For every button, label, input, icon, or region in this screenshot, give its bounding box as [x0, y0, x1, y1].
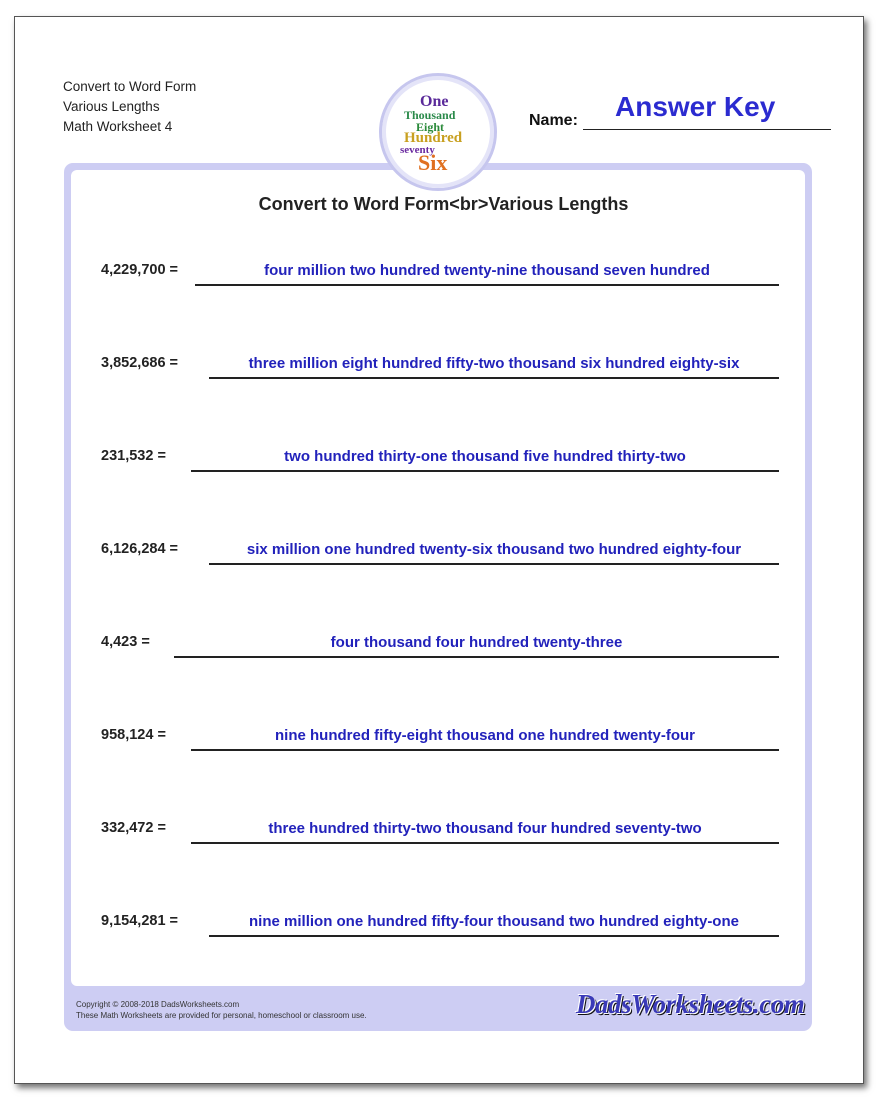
- answer-line: [195, 284, 779, 286]
- problem-number: 332,472 =: [101, 820, 166, 836]
- problems-panel: [71, 170, 805, 986]
- worksheet-logo: [379, 73, 497, 191]
- answer-key-label: Answer Key: [615, 91, 776, 122]
- worksheet-header: [63, 77, 196, 137]
- logo-word-one: One: [420, 93, 449, 110]
- problem-answer: two hundred thirty-one thousand five hundred thirty-two: [284, 448, 686, 465]
- dadsworksheets-logo: DadsWorksheets.com: [576, 989, 805, 1019]
- answer-line: [191, 842, 779, 844]
- logo-word-thousand: Thousand: [404, 108, 456, 122]
- problem-row: [71, 533, 805, 573]
- problem-row: [71, 719, 805, 759]
- worksheet-title: Convert to Word Form<br>Various Lengths: [258, 194, 629, 214]
- usage-notice: These Math Worksheets are provided for personal, homeschool or classroom use.: [76, 1011, 367, 1020]
- answer-line: [209, 935, 779, 937]
- answer-line: [191, 470, 779, 472]
- problem-answer: six million one hundred twenty-six thousand two hundred eighty-four: [246, 541, 742, 558]
- problem-number: 231,532 =: [101, 448, 166, 464]
- problem-answer: four thousand four hundred twenty-three: [330, 634, 623, 651]
- problem-answer: three million eight hundred fifty-two thousand six hundred eighty-six: [248, 355, 740, 372]
- answer-line: [174, 656, 779, 658]
- name-field-line: [583, 129, 831, 130]
- worksheet-page: [14, 16, 864, 1084]
- problem-number: 3,852,686 =: [101, 355, 179, 371]
- problem-row: [71, 626, 805, 666]
- problem-number: 4,423 =: [101, 634, 150, 650]
- header-worksheet-number: Math Worksheet 4: [63, 119, 173, 134]
- logo-word-seventy: seventy: [400, 144, 435, 156]
- problem-number: 958,124 =: [101, 727, 166, 743]
- problem-row: [71, 440, 805, 480]
- problem-answer: nine hundred fifty-eight thousand one hundred twenty-four: [275, 727, 695, 744]
- header-subtopic: Various Lengths: [63, 99, 160, 114]
- name-label: Name:: [529, 112, 578, 129]
- problem-number: 6,126,284 =: [101, 541, 179, 557]
- logo-word-eight: Eight: [416, 120, 445, 134]
- problem-answer: four million two hundred twenty-nine thousand seven hundred: [264, 262, 710, 279]
- problem-row: [71, 812, 805, 852]
- problems-frame: [64, 163, 812, 1031]
- problem-answer: three hundred thirty-two thousand four hundred seventy-two: [268, 820, 702, 837]
- problem-row: [71, 347, 805, 387]
- problem-row: [71, 254, 805, 294]
- logo-word-six: Six: [418, 150, 448, 175]
- copyright-text: Copyright © 2008-2018 DadsWorksheets.com: [76, 1000, 240, 1009]
- problem-row: [71, 905, 805, 945]
- answer-line: [209, 563, 779, 565]
- answer-line: [209, 377, 779, 379]
- problem-answer: nine million one hundred fifty-four thousand two hundred eighty-one: [249, 913, 739, 930]
- footer-text: [76, 999, 367, 1021]
- problem-number: 9,154,281 =: [101, 913, 179, 929]
- answer-line: [191, 749, 779, 751]
- problem-number: 4,229,700 =: [101, 262, 179, 278]
- logo-word-hundred: Hundred: [404, 130, 463, 146]
- header-topic: Convert to Word Form: [63, 79, 197, 94]
